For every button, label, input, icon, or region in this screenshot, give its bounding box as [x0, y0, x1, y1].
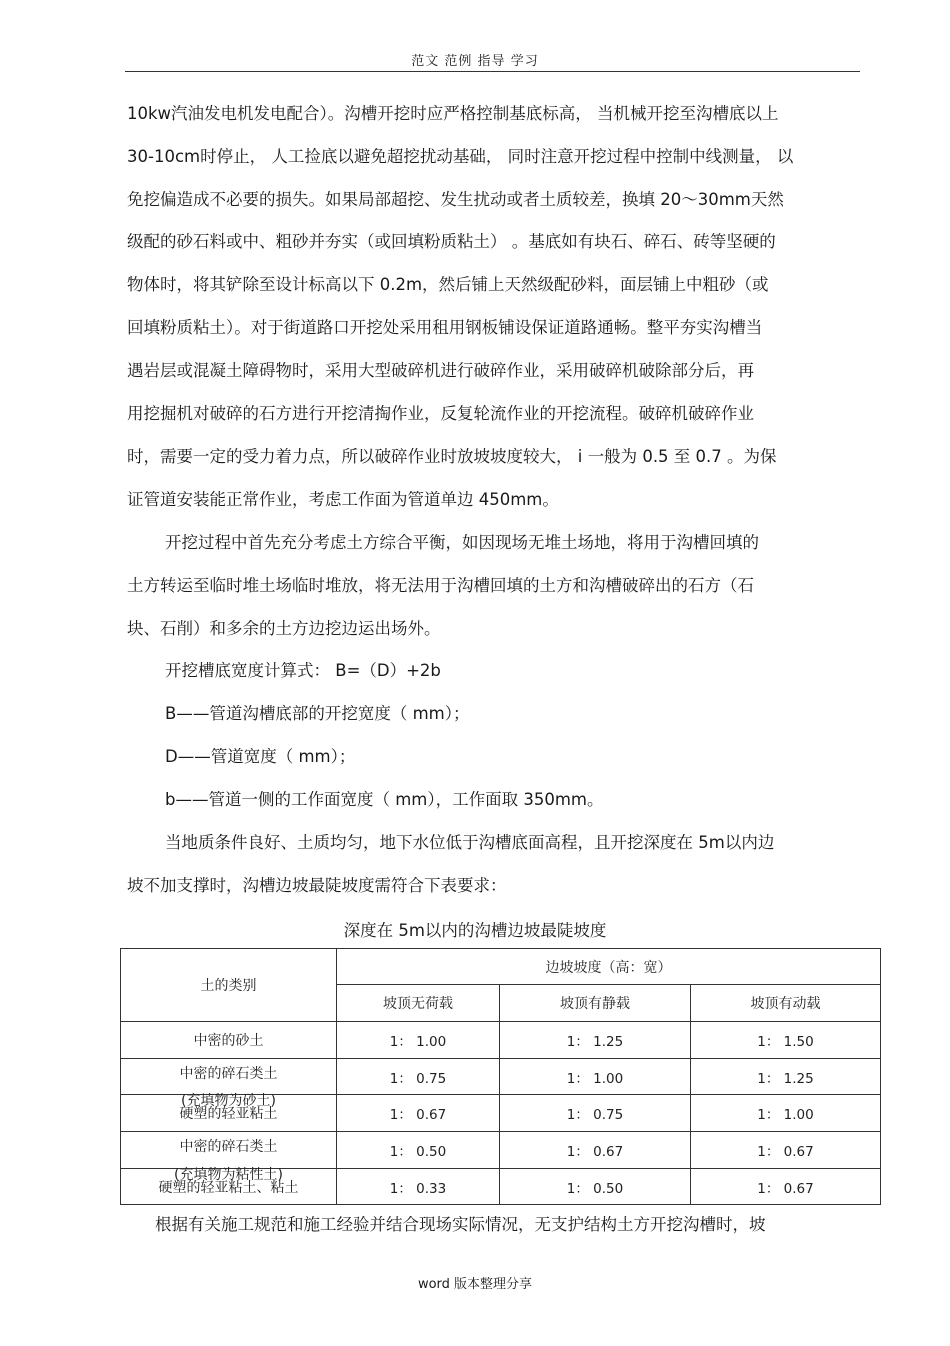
- soil-label: 硬塑的轻亚粘土、粘土: [158, 1180, 299, 1196]
- paragraph-line: 回填粉质粘土）。对于街道路口开挖处采用租用钢板铺设保证道路通畅。整平夯实沟槽当: [127, 318, 763, 337]
- paragraph-line: 证管道安装能正常作业，考虑工作面为管道单边 450mm。: [127, 490, 559, 509]
- slope-value: 1： 1.25: [500, 1022, 691, 1059]
- definition-line: D——管道宽度（ mm）；: [165, 747, 356, 766]
- definition-line: b——管道一侧的工作面宽度（ mm），工作面取 350mm。: [165, 790, 604, 809]
- soil-label: 中密的砂土: [193, 1033, 264, 1049]
- slope-table: [120, 948, 881, 1205]
- paragraph-line: 坡不加支撑时，沟槽边坡最陡坡度需符合下表要求：: [127, 876, 507, 895]
- soil-cell: [121, 1022, 337, 1059]
- paragraph-line: 免挖偏造成不必要的损失。如果局部超挖、发生扰动或者土质较差，换填 20～30mm天然: [127, 190, 784, 209]
- paragraph-line: 当地质条件良好、土质均匀，地下水位低于沟槽底面高程，且开挖深度在 5m以内边: [165, 833, 775, 852]
- slope-value: 1： 1.00: [337, 1022, 500, 1059]
- soil-note: (充填物为砂土): [181, 1093, 276, 1109]
- slope-value: 1： 1.00: [500, 1059, 691, 1095]
- soil-label: 硬塑的轻亚粘土: [179, 1106, 278, 1122]
- paragraph-line: 时，需要一定的受力着力点，所以破碎作业时放坡坡度较大， i 一般为 0.5 至 0.7 。为保: [127, 447, 777, 466]
- slope-value: 1： 0.33: [337, 1169, 500, 1205]
- slope-value: 1： 0.75: [500, 1095, 691, 1132]
- slope-value: 1： 0.67: [691, 1132, 881, 1169]
- soil-cell: [121, 1132, 337, 1183]
- paragraph-line: 级配的砂石料或中、粗砂并夯实（或回填粉质粘土） 。基底如有块石、碎石、砖等坚硬的: [127, 232, 776, 251]
- slope-value: 1： 0.75: [337, 1059, 500, 1095]
- formula-line: 开挖槽底宽度计算式： B=（D）+2b: [165, 661, 441, 680]
- closing-paragraph-line: 根据有关施工规范和施工经验并结合现场实际情况，无支护结构土方开挖沟槽时，坡: [155, 1215, 766, 1234]
- paragraph-line: 土方转运至临时堆土场临时堆放，将无法用于沟槽回填的土方和沟槽破碎出的石方（石: [127, 576, 754, 595]
- header-soil-type: 土的类别: [121, 949, 337, 1022]
- definition-line: B——管道沟槽底部的开挖宽度（ mm）；: [165, 704, 470, 723]
- paragraph-line: 30-10cm时停止， 人工捡底以避免超挖扰动基础， 同时注意开挖过程中控制中线测量， 以: [127, 147, 794, 166]
- table-row: [121, 1059, 881, 1095]
- header-slope-group: 边坡坡度（高：宽）: [337, 949, 881, 985]
- soil-label: 中密的碎石类土: [179, 1139, 278, 1155]
- paragraph-line: 用挖掘机对破碎的石方进行开挖清掏作业，反复轮流作业的开挖流程。破碎机破碎作业: [127, 404, 754, 423]
- slope-value: 1： 1.00: [691, 1095, 881, 1132]
- page-header: 范文 范例 指导 学习: [411, 54, 539, 69]
- paragraph-line: 块、石削）和多余的土方边挖边运出场外。: [127, 619, 441, 638]
- paragraph-line: 遇岩层或混凝土障碍物时，采用大型破碎机进行破碎作业，采用破碎机破除部分后，再: [127, 361, 754, 380]
- header-dynamic-load: 坡顶有动载: [691, 985, 881, 1022]
- slope-value: 1： 0.50: [337, 1132, 500, 1169]
- header-divider: [125, 71, 860, 72]
- soil-label: 中密的碎石类土: [179, 1066, 278, 1082]
- soil-note: (充填物为粘性土): [174, 1167, 283, 1183]
- table-caption: 深度在 5m以内的沟槽边坡最陡坡度: [343, 921, 607, 940]
- table-row: [121, 1022, 881, 1059]
- paragraph-line: 10kw汽油发电机发电配合）。沟槽开挖时应严格控制基底标高， 当机械开挖至沟槽底以上: [127, 104, 779, 123]
- table-row: [121, 1132, 881, 1169]
- header-static-load: 坡顶有静载: [500, 985, 691, 1022]
- slope-value: 1： 0.67: [691, 1169, 881, 1205]
- slope-value: 1： 0.67: [500, 1132, 691, 1169]
- slope-value: 1： 0.67: [337, 1095, 500, 1132]
- slope-value: 1： 1.25: [691, 1059, 881, 1095]
- paragraph-line: 开挖过程中首先充分考虑土方综合平衡，如因现场无堆土场地，将用于沟槽回填的: [165, 533, 759, 552]
- soil-cell: [121, 1059, 337, 1109]
- header-no-load: 坡顶无荷载: [337, 985, 500, 1022]
- paragraph-line: 物体时，将其铲除至设计标高以下 0.2m，然后铺上天然级配砂料，面层铺上中粗砂（或: [127, 275, 769, 294]
- slope-value: 1： 0.50: [500, 1169, 691, 1205]
- page-footer: word 版本整理分享: [417, 1277, 533, 1292]
- slope-value: 1： 1.50: [691, 1022, 881, 1059]
